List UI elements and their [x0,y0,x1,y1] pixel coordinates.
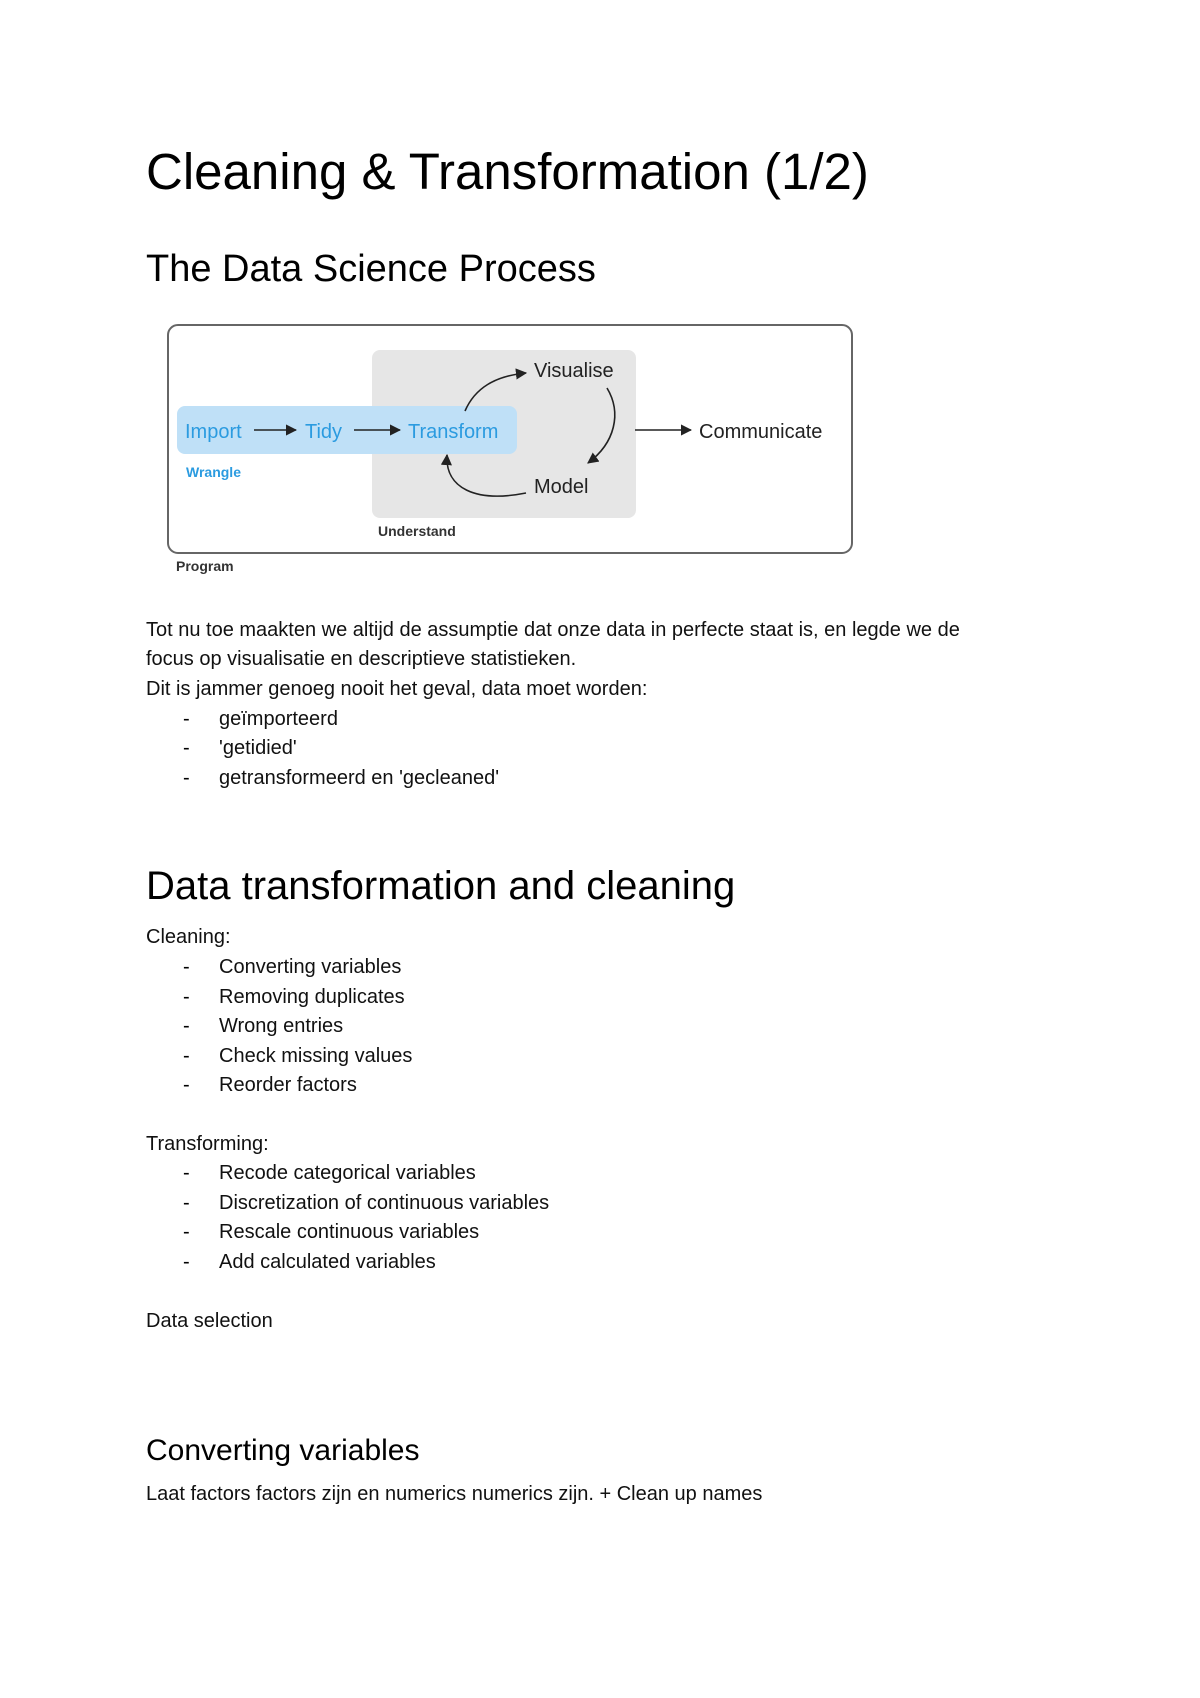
wrangle-label: Wrangle [186,464,241,480]
list-item: Converting variables [219,956,402,978]
list-item: Rescale continuous variables [219,1221,480,1243]
program-label: Program [176,558,234,574]
list-item: geïmporteerd [219,708,338,730]
communicate-label: Communicate [699,421,823,443]
transform-label: Transform [408,421,499,443]
section-heading-process: The Data Science Process [146,248,596,290]
cleaning-label: Cleaning: [146,926,231,948]
import-label: Import [185,421,242,443]
list-item: Reorder factors [219,1074,357,1096]
list-item: Add calculated variables [219,1251,436,1273]
intro-line-2: focus op visualisatie en descriptieve statistieken. [146,648,577,670]
model-label: Model [534,476,589,498]
visualise-label: Visualise [534,360,614,382]
list-item: Discretization of continuous variables [219,1192,550,1214]
document-page: Cleaning & Transformation (1/2) The Data Science Process Import Tidy Transform Visualise Model Communicate Wrangle Understand Program Tot nu toe maakten we altijd de assumptie dat onze data in perfecte staat is, en legde we de focus op visualisatie en descriptieve statistieken. Dit is jammer genoeg nooit het geval, data moet worden: - geïmporteerd - 'getidied' - getransformeerd en 'gecleaned' Data transformation and cleaning Cleaning: - Converting variables - Removing duplicates - Wrong entries - Check missing values - Reorder factors Transforming: - Recode categorical variables - Discretization of continuous variables - Rescale continuous variables - Add calculated variables Data selection Converting variables Laat factors factors zijn en numerics numerics zijn. + Clean up names [146,143,960,1505]
list-item: getransformeerd en 'gecleaned' [219,767,500,789]
understand-label: Understand [378,523,456,539]
tidy-label: Tidy [305,421,343,443]
section-heading-cleaning: Data transformation and cleaning [146,864,736,908]
list-item: 'getidied' [219,737,297,759]
data-science-process-diagram [160,318,860,580]
list-item: Wrong entries [219,1015,344,1037]
data-selection-text: Data selection [146,1310,273,1332]
transforming-label: Transforming: [146,1133,269,1155]
list-item: Removing duplicates [219,986,405,1008]
section-heading-converting: Converting variables [146,1434,420,1467]
intro-line-3: Dit is jammer genoeg nooit het geval, data moet worden: [146,678,648,700]
list-item: Recode categorical variables [219,1162,476,1184]
list-item: Check missing values [219,1045,413,1067]
page-title: Cleaning & Transformation (1/2) [146,143,869,200]
intro-line-1: Tot nu toe maakten we altijd de assumptie dat onze data in perfecte staat is, en legde we de [146,619,960,641]
converting-text: Laat factors factors zijn en numerics numerics zijn. + Clean up names [146,1483,763,1505]
